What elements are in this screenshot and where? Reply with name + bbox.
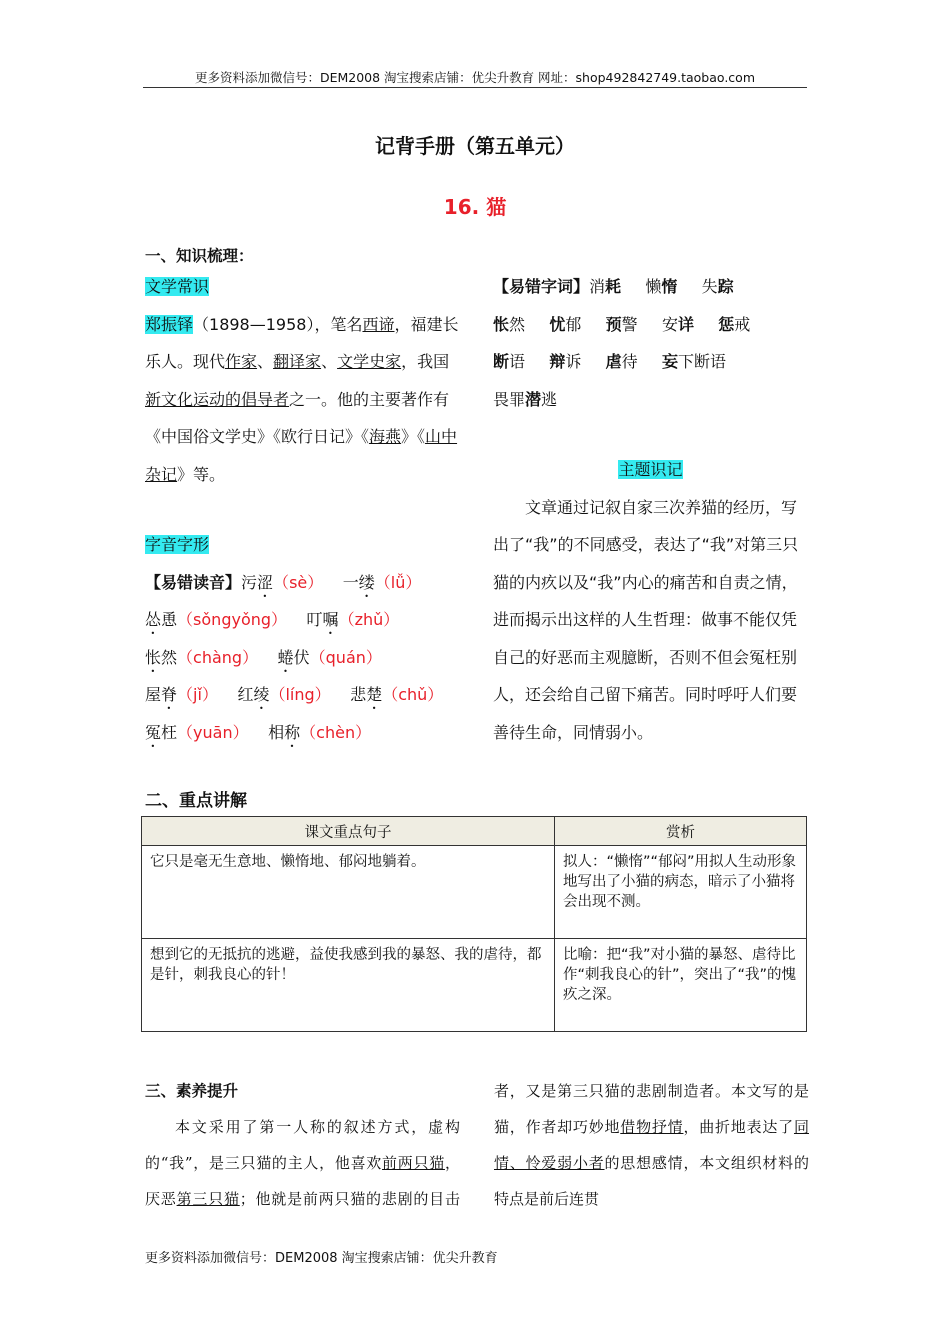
pinyin: [273, 573, 323, 592]
page-header: 更多资料添加微信号：DEM2008 淘宝搜索店铺：优尖升教育 网址：shop492842749.taobao.com: [194, 70, 756, 85]
word-part: 语: [509, 352, 526, 371]
wrong-char-item: [718, 315, 750, 334]
key-char: 妄: [661, 352, 678, 371]
word-part: 红: [237, 685, 254, 704]
pronunciation-item: [241, 573, 323, 592]
paren: （: [177, 647, 194, 667]
pen-name: 西谛: [362, 314, 395, 334]
pronunciation-item: [350, 685, 443, 704]
literature-label: 文学常识: [145, 277, 210, 296]
paren: ）: [232, 722, 249, 742]
word-part: 消: [589, 277, 606, 296]
word-part: 然: [161, 647, 178, 667]
paren: ）: [271, 610, 288, 629]
wrong-char-item: [589, 277, 621, 296]
section-literacy-heading: 三、素养提升: [145, 1082, 239, 1100]
role: 作家: [225, 352, 258, 371]
pronunciation-item: [278, 648, 382, 667]
literacy-text-span: 本文采用了第一人称的叙述方式，虚构的“我”，是三只猫的主人，他喜欢: [145, 1118, 460, 1172]
paren: ）: [427, 685, 444, 704]
pinyin-text: yuān: [193, 722, 233, 742]
paren: （: [382, 685, 399, 704]
wrong-char-item: [493, 390, 557, 409]
section-key-points-heading: 二、重点讲解: [145, 791, 247, 811]
key-char: 怅: [493, 314, 510, 334]
dotted-char: 怂: [145, 610, 162, 629]
pinyin: [177, 685, 218, 704]
key-char: 辩: [549, 352, 566, 371]
word-part: 下断语: [677, 352, 726, 371]
literacy-underline: 第三只猫: [176, 1190, 240, 1208]
table-cell-sentence: 想到它的无抵抗的逃避，益使我感到我的暴怒、我的虐待，都是针，刺我良心的针！: [142, 939, 555, 1032]
key-char: 惰: [661, 277, 678, 296]
pronunciation-heading: 【易错读音】: [145, 572, 242, 592]
key-char: 耗: [605, 277, 622, 296]
key-char: 详: [677, 314, 694, 334]
word-part: 相: [268, 722, 285, 742]
wrong-char-item: [606, 352, 638, 371]
lit-text: 之一。他的主要著作有《中国俗文学史》《欧行日记》《: [145, 389, 450, 446]
word-part: 恿: [161, 610, 178, 629]
pinyin-text: chǔ: [398, 685, 428, 704]
paren: ）: [307, 572, 324, 592]
author-name: 郑振铎: [145, 314, 194, 334]
literacy-text-span: ，厌恶: [145, 1154, 460, 1208]
pinyin-text: jǐ: [193, 685, 202, 704]
key-char: 忧: [549, 314, 566, 334]
word-part: 枉: [161, 722, 178, 742]
wrong-char-item: [645, 277, 677, 296]
header-divider: [143, 87, 807, 88]
role: 翻译家: [273, 352, 322, 371]
key-char: 预: [605, 314, 622, 334]
pinyin: [310, 648, 382, 667]
lit-text: ，福建长乐人。现代: [145, 314, 459, 371]
pinyin-text: sè: [289, 572, 308, 592]
paren: （: [309, 647, 326, 667]
paren: ）: [242, 647, 259, 667]
wrong-chars-block: [493, 268, 808, 418]
role: 新文化运动的倡导者: [145, 389, 290, 409]
dotted-char: 脊: [161, 685, 178, 704]
pronunciation-item: [343, 573, 422, 592]
word-part: 悲: [350, 685, 367, 704]
paren: ）: [365, 647, 382, 667]
paren: （: [177, 610, 194, 629]
word-part: 待: [621, 352, 638, 371]
word-part: 警: [621, 314, 638, 334]
word-part: 畏罪: [493, 389, 526, 409]
wrong-char-item: [662, 352, 726, 371]
word-part: 污: [241, 572, 258, 592]
pinyin: [375, 573, 422, 592]
pinyin: [177, 610, 287, 629]
wrong-char-item: [606, 315, 638, 334]
lit-text: 》等。: [177, 464, 226, 484]
role: 文学史家: [337, 352, 402, 371]
lesson-title: 16. 猫: [443, 195, 507, 219]
pinyin: [177, 648, 258, 667]
theme-label-row: [493, 451, 808, 489]
pronunciation-item: [145, 685, 218, 704]
table-cell-analysis: 拟人：“懒惰”“郁闷”用拟人生动形象地写出了小猫的病态，暗示了小猫将会出现不测。: [555, 846, 807, 939]
work-title: 海燕: [369, 427, 402, 446]
word-part: 戒: [734, 314, 751, 334]
pinyin: [300, 723, 371, 742]
lit-text: 、: [321, 352, 338, 371]
paren: （: [374, 572, 391, 592]
key-sentences-table: [141, 816, 807, 1032]
dotted-char: 涩: [257, 572, 274, 592]
wrong-char-item: [493, 352, 525, 371]
wrong-chars-heading: 【易错字词】: [493, 277, 590, 296]
table-row: [142, 939, 807, 1032]
key-char: 潜: [525, 389, 542, 409]
table-header: 赏析: [555, 817, 807, 846]
pinyin-text: chàng: [193, 647, 243, 667]
pronunciation-item: [145, 610, 287, 629]
pinyin: [382, 685, 443, 704]
pinyin-text: líng: [285, 685, 315, 704]
key-char: 惩: [718, 314, 735, 334]
dotted-char: 称: [284, 722, 301, 742]
table-cell-analysis: 比喻：把“我”对小猫的暴怒、虐待比作“刺我良心的针”，突出了“我”的愧疚之深。: [555, 939, 807, 1032]
paren: （: [269, 685, 286, 704]
pronunciation-block: [145, 526, 460, 751]
table-cell-sentence: 它只是毫无生意地、懒惰地、郁闷地躺着。: [142, 846, 555, 939]
page-title: 记背手册（第五单元）: [375, 134, 575, 158]
wrong-char-item: [493, 315, 525, 334]
paren: （: [177, 722, 194, 742]
lit-text: （1898—1958），笔名: [193, 314, 363, 334]
word-part: 逃: [541, 389, 558, 409]
dotted-char: 嘱: [322, 610, 339, 629]
paren: ）: [314, 685, 331, 704]
pinyin: [269, 685, 330, 704]
literacy-text-span: 的思想感情，本文组织材料的特点是前后连贯: [494, 1154, 809, 1208]
paren: ）: [405, 572, 422, 592]
literacy-text-span: ；他就是前两只猫的悲剧的目击者，又是第三只猫的悲剧制造者。本文写的是猫，作者却巧妙地: [239, 1082, 809, 1208]
pinyin-text: sǒngyǒng: [193, 610, 272, 629]
literacy-text: [145, 1073, 809, 1223]
pinyin-text: lǚ: [390, 572, 406, 592]
key-char: 虐: [605, 352, 622, 371]
dotted-char: 缕: [358, 572, 375, 592]
wrong-char-item: [549, 352, 581, 371]
wrong-chars-list: [493, 277, 769, 409]
right-column: [493, 268, 808, 751]
pinyin-text: zhǔ: [354, 610, 384, 629]
pronunciation-list: [145, 573, 458, 742]
dotted-char: 蜷: [277, 647, 294, 667]
literacy-underline: 借物抒情: [620, 1118, 684, 1136]
literature-block: [145, 268, 460, 493]
left-column: [145, 268, 460, 751]
key-char: 断: [493, 352, 510, 371]
lit-text: 、: [257, 352, 274, 371]
word-part: 叮: [306, 610, 323, 629]
key-char: 踪: [717, 277, 734, 296]
dotted-char: 怅: [145, 647, 162, 667]
word-part: 郁: [565, 314, 582, 334]
pinyin: [177, 723, 249, 742]
wrong-char-item: [662, 315, 694, 334]
pronunciation-item: [145, 648, 258, 667]
pronunciation-item: [237, 685, 330, 704]
word-part: 安: [661, 314, 678, 334]
paren: （: [273, 572, 290, 592]
paren: ）: [355, 722, 372, 742]
pinyin-text: chèn: [316, 722, 356, 742]
literacy-text-span: ，曲折地表达了: [683, 1118, 794, 1136]
paren: （: [300, 722, 317, 742]
pinyin: [339, 610, 400, 629]
pinyin-text: quán: [325, 647, 366, 667]
literacy-underline: 前两只猫: [382, 1154, 445, 1172]
paren: ）: [383, 610, 400, 629]
paren: ）: [201, 685, 218, 704]
theme-text: 文章通过记叙自家三次养猫的经历，写出了“我”的不同感受，表达了“我”对第三只猫的内疚以及“我”内心的痛苦和自责之情，进而揭示出这样的人生哲理：做事不能仅凭自己的好恶而主观臆断，否则不但会冤枉别人，还会给自己留下痛苦。同时呼吁人们要善待生命，同情弱小。: [493, 497, 799, 742]
lit-text: 》《: [401, 427, 426, 446]
dotted-char: 冤: [145, 722, 162, 742]
page-footer: 更多资料添加微信号：DEM2008 淘宝搜索店铺：优尖升教育: [145, 1251, 498, 1266]
word-part: 诉: [565, 352, 582, 371]
paren: （: [338, 610, 355, 629]
word-part: 一: [342, 572, 359, 592]
table-header: 课文重点句子: [142, 817, 555, 846]
word-part: 伏: [293, 647, 310, 667]
literacy-underline: 同情、怜爱弱小者: [494, 1118, 809, 1172]
pronunciation-item: [268, 723, 371, 742]
wrong-char-item: [549, 315, 581, 334]
table-row: [142, 846, 807, 939]
wrong-char-item: [702, 277, 734, 296]
paren: （: [177, 685, 194, 704]
theme-label: 主题识记: [618, 460, 683, 479]
table-header-row: [142, 817, 807, 846]
word-part: 然: [509, 314, 526, 334]
word-part: 懒: [645, 277, 662, 296]
work-title: 山中杂记: [145, 427, 458, 484]
word-part: 失: [701, 277, 718, 296]
dotted-char: 楚: [366, 685, 383, 704]
word-part: 屋: [145, 685, 162, 704]
section-knowledge-heading: 一、知识梳理：: [145, 247, 254, 265]
lit-text: ，我国: [401, 352, 450, 371]
pronunciation-label: 字音字形: [145, 535, 210, 554]
dotted-char: 绫: [253, 685, 270, 704]
pronunciation-item: [145, 723, 249, 742]
pronunciation-item: [307, 610, 400, 629]
